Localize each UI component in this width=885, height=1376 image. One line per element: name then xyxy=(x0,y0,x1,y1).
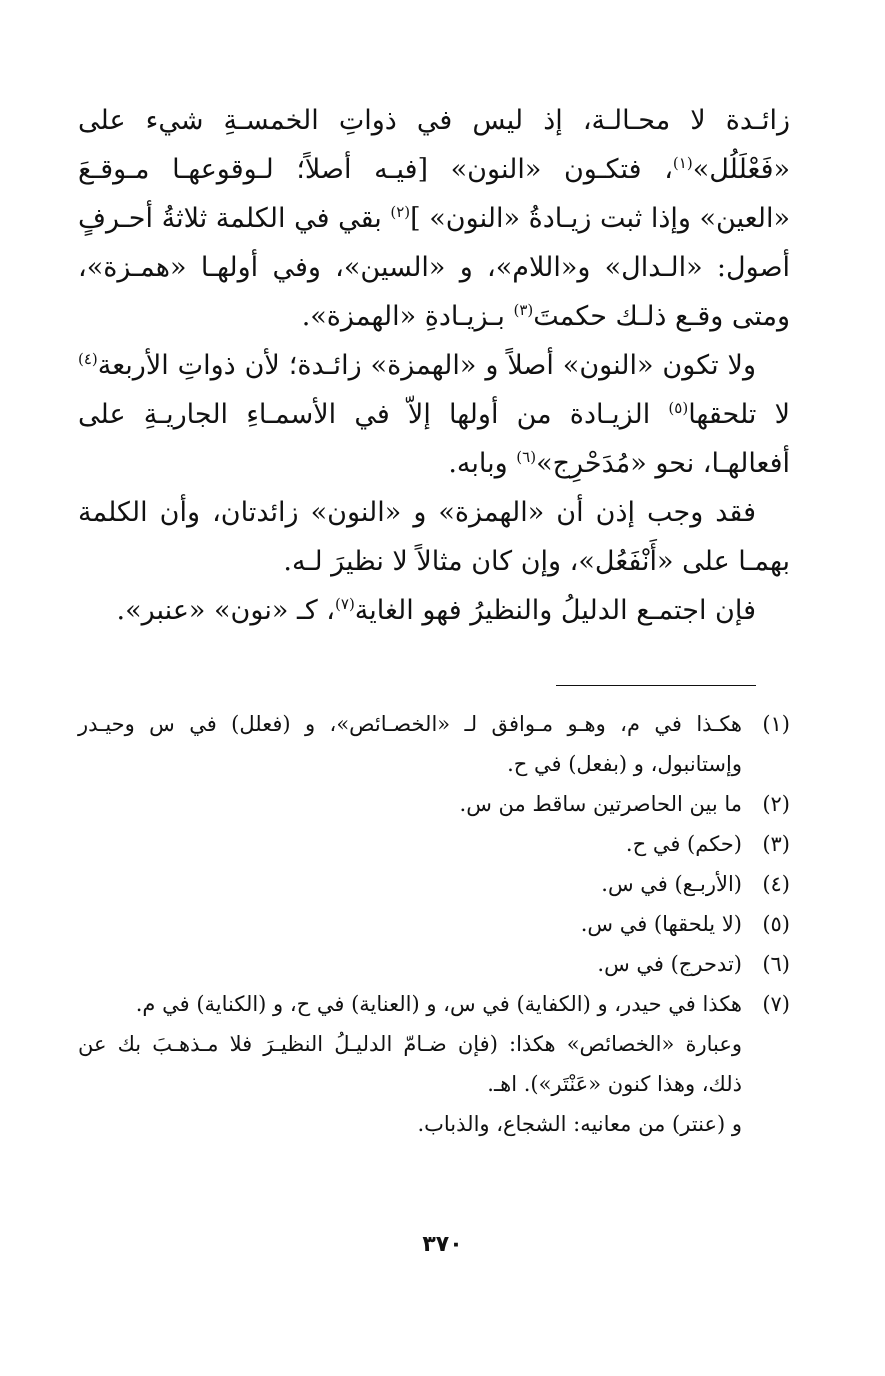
paragraph-2 xyxy=(78,341,790,488)
paragraph-text: زائـدة لا محـالـة، إذ ليس في ذواتِ الخمسـةِ شيء على «فَعْلَلُل» xyxy=(78,105,790,185)
footnote-item xyxy=(78,864,790,904)
footnote-reference: (١) xyxy=(672,154,693,172)
footnote-continuation: و (عنتر) من معانيه: الشجاع، والذباب. xyxy=(417,1112,742,1136)
footnote-number: (٢) xyxy=(762,792,790,816)
paragraph-text: فقد وجب إذن أن «الهمزة» و «النون» زائدتان، وأن الكلمة بهمـا على «أَنْفَعُل»، وإن كان مثالاً لا نظيرَ لـه. xyxy=(78,497,790,577)
footnote-reference: (٣) xyxy=(513,301,534,319)
page-body xyxy=(78,96,790,1316)
footnote-text: ما بين الحاصرتين ساقط من س. xyxy=(459,792,742,816)
paragraph-1 xyxy=(78,96,790,341)
footnote-item xyxy=(78,904,790,944)
main-text xyxy=(78,96,790,635)
paragraph-text: لا تلحقها xyxy=(688,399,790,430)
footnote-continuation: وعبارة «الخصائص» هكذا: (فإن ضـامّ الدليـلُ النظيـرَ فلا مـذهـبَ بك عن ذلك، وهذا كنون «عَنْتَر»). اهـ. xyxy=(78,1032,742,1096)
footnote-text: (لا يلحقها) في س. xyxy=(580,912,742,936)
footnote-number: (٦) xyxy=(762,952,790,976)
paragraph-text: فإن اجتمـع الدليلُ والنظيرُ فهو الغاية xyxy=(354,595,756,626)
footnotes xyxy=(78,704,790,1144)
footnote-item xyxy=(78,824,790,864)
paragraph-text: وبابه. xyxy=(448,448,517,479)
footnote-separator xyxy=(78,685,790,686)
footnote-reference: (٤) xyxy=(78,350,98,368)
paragraph-text: ولا تكون «النون» أصلاً و «الهمزة» زائـدة؛ لأن ذواتِ الأربعة xyxy=(97,350,756,381)
footnote-item xyxy=(78,784,790,824)
footnote-reference: (٧) xyxy=(335,595,355,613)
footnote-text: (الأربـع) في س. xyxy=(601,872,742,896)
footnote-item xyxy=(78,984,790,1024)
page-number: ٣٧٠ xyxy=(422,1232,463,1257)
footnote-text: (حكم) في ح. xyxy=(625,832,742,856)
footnote-item xyxy=(78,944,790,984)
paragraph-text: بـزيـادةِ «الهمزة». xyxy=(301,301,514,332)
footnote-text: (تدحرج) في س. xyxy=(597,952,742,976)
footnote-text: هكذا في حيدر، و (الكفاية) في س، و (العناية) في ح، و (الكناية) في م. xyxy=(135,992,742,1016)
footnote-number: (٤) xyxy=(762,872,790,896)
footnote-item xyxy=(78,704,790,784)
footnote-text: هكـذا في م، وهـو مـوافق لـ «الخصـائص»، و (فعلل) في س وحيـدر وإستانبول، و (بفعل) في ح. xyxy=(78,712,742,776)
footnote-number: (١) xyxy=(762,712,790,736)
paragraph-3 xyxy=(78,488,790,586)
paragraph-4 xyxy=(78,586,790,635)
footnote-number: (٥) xyxy=(762,912,790,936)
footnote-number: (٧) xyxy=(762,992,790,1016)
footnote-reference: (٢) xyxy=(390,203,411,221)
paragraph-text: بقي في الكلمة ثلاثةُ أحـرفٍ أصول: «الـدال» و«اللام»، و «السين»، وفي أولهـا «همـزة»، ومتى وقـع ذلـك حكمتَ xyxy=(78,203,790,332)
footnote-number: (٣) xyxy=(762,832,790,856)
paragraph-text: الزيـادة من أولها إلاّ في الأسمـاءِ الجاريـةِ على أفعالهـا، نحو «مُدَحْرِج» xyxy=(78,399,790,479)
paragraph-text: ، كـ «نون» «عنبر». xyxy=(116,595,336,626)
paragraph-text: ، فتكـون «النون» [فيـه أصلاً؛ لـوقوعهـا مـوقـعَ «العين» وإذا ثبت زيـادةُ «النون» ] xyxy=(78,154,790,234)
footnote-reference: (٥) xyxy=(668,399,689,417)
footnote-reference: (٦) xyxy=(516,448,537,466)
